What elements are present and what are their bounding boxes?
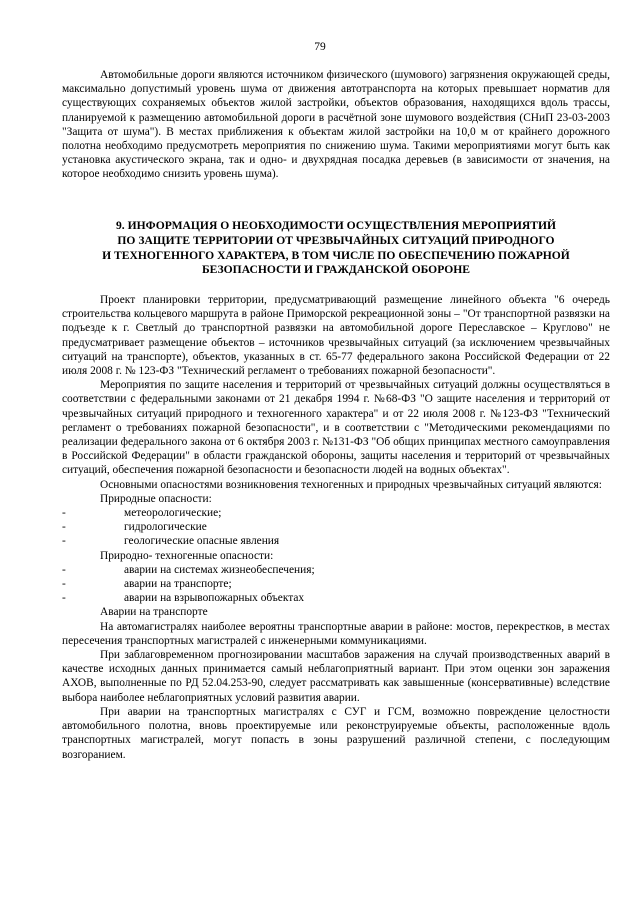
heading-line-1: 9. ИНФОРМАЦИЯ О НЕОБХОДИМОСТИ ОСУЩЕСТВЛЕНИЯ МЕРОПРИЯТИЙ <box>115 219 557 232</box>
list-item: - аварии на транспорте; <box>62 578 232 591</box>
dash-marker: - <box>62 535 66 548</box>
dash-marker: - <box>62 507 66 520</box>
tech-hazards-label: Природно- техногенные опасности: <box>100 549 274 562</box>
list-item: - аварии на взрывопожарных объектах <box>62 592 305 605</box>
dash-marker: - <box>62 592 66 605</box>
heading-line-4: БЕЗОПАСНОСТИ И ГРАЖДАНСКОЙ ОБОРОНЕ <box>202 263 470 277</box>
heading-line-2: ПО ЗАЩИТЕ ТЕРРИТОРИИ ОТ ЧРЕЗВЫЧАЙНЫХ СИТУАЦИЙ ПРИРОДНОГО <box>117 233 555 247</box>
list-item: - аварии на системах жизнеобеспечения; <box>62 563 315 576</box>
list-item: - гидрологические <box>62 521 207 534</box>
intro-paragraph: Автомобильные дороги являются источником физического (шумового) загрязнения окружающей среды, максимально допустимый уровень шума от движения автотранспорта на которых превышает норматив для существующих сохраняемых объектов жилой застройки, объектов образования, находящихся вдоль трассы, планируемой к размещению автомобильной дороги в расчётной зоне шумового воздействия (СНиП 23-03-2003 "Защита от шума"). В местах приближения к объектам жилой застройки на 10,0 м от крайнего дорожного полотна необходимо предусмотреть мероприятия по снижению шума. Такими мероприятиями могут быть как установка акустического экрана, так и одно- и двухрядная посадка деревьев (в зависимости от значения, на которое необходимо снизить уровень шума). <box>62 69 610 181</box>
measures-paragraph: Мероприятия по защите населения и территорий от чрезвычайных ситуаций должны осуществляться в соответствии с федеральными законами от 21 декабря 1994 г. №68-ФЗ "О защите населения и территорий от чрезвычайных ситуаций природного и техногенного характера" и от 22 июля 2008 г. №123-ФЗ "Технический регламент о требованиях пожарной безопасности", и в соответствии с "Методическими рекомендациями по реализации федерального закона от 6 октября 2003 г. №131-ФЗ "Об общих принципах местного самоуправления в Российской Федерации" в области гражданской обороны, защиты населения и территорий от чрезвычайных ситуаций, обеспечения пожарной безопасности и безопасности людей на водных объектах". <box>62 379 610 477</box>
dash-marker: - <box>62 578 66 591</box>
dash-marker: - <box>62 563 66 576</box>
list-item: - геологические опасные явления <box>62 535 280 548</box>
project-paragraph: Проект планировки территории, предусматривающий размещение линейного объекта "6 очередь строительства кольцевого маршрута в районе Приморской рекреационной зоны – "От транспортной развязки на подъезде к г. Светлый до транспортной развязки на автомобильной дороге Переславское – Круглово" не предусматривает размещение объектов – источников чрезвычайных ситуаций (за исключением чрезвычайных ситуаций на транспорте), объектов, указанных в ст. 65-77 федерального закона Российской Федерации от 22 июля 2008 г. № 123-ФЗ "Технический регламент о требованиях пожарной безопасности". <box>62 294 610 378</box>
forecast-paragraph: При заблаговременном прогнозировании масштабов заражения на случай производственных аварий в качестве исходных данных принимается самый неблагоприятный вариант. При этом оценки зон заражения АХОВ, выполненные по РД 52.04.253-90, следует рассматривать как завышенные (консервативные) вследствие выбора наиболее неблагоприятных условий развития аварии. <box>62 649 610 704</box>
lpg-paragraph: При аварии на транспортных магистралях с СУГ и ГСМ, возможно повреждение целостности автомобильного полотна, вновь проектируемые или реконструируемые объекты, расположенные вдоль транспортных магистралей, могут попасть в зоны разрушений различной степени, с последующим возгоранием. <box>62 705 610 761</box>
page-number: 79 <box>314 41 326 53</box>
intro-paragraph-block <box>62 68 610 182</box>
section-heading <box>62 219 610 278</box>
highways-paragraph: На автомагистралях наиболее вероятны транспортные аварии в районе: мостов, перекрестков, в местах пересечения транспортных магистралей с инженерными коммуникациями. <box>62 620 610 647</box>
list-item: - метеорологические; <box>62 507 222 520</box>
main-hazards-paragraph: Основными опасностями возникновения техногенных и природных чрезвычайных ситуаций являются: <box>100 478 602 491</box>
section-body <box>62 293 610 762</box>
transport-accidents-label: Аварии на транспорте <box>100 606 208 619</box>
heading-line-3: И ТЕХНОГЕННОГО ХАРАКТЕРА, В ТОМ ЧИСЛЕ ПО ОБЕСПЕЧЕНИЮ ПОЖАРНОЙ <box>102 248 570 262</box>
natural-hazards-label: Природные опасности: <box>100 492 212 505</box>
dash-marker: - <box>62 521 66 534</box>
